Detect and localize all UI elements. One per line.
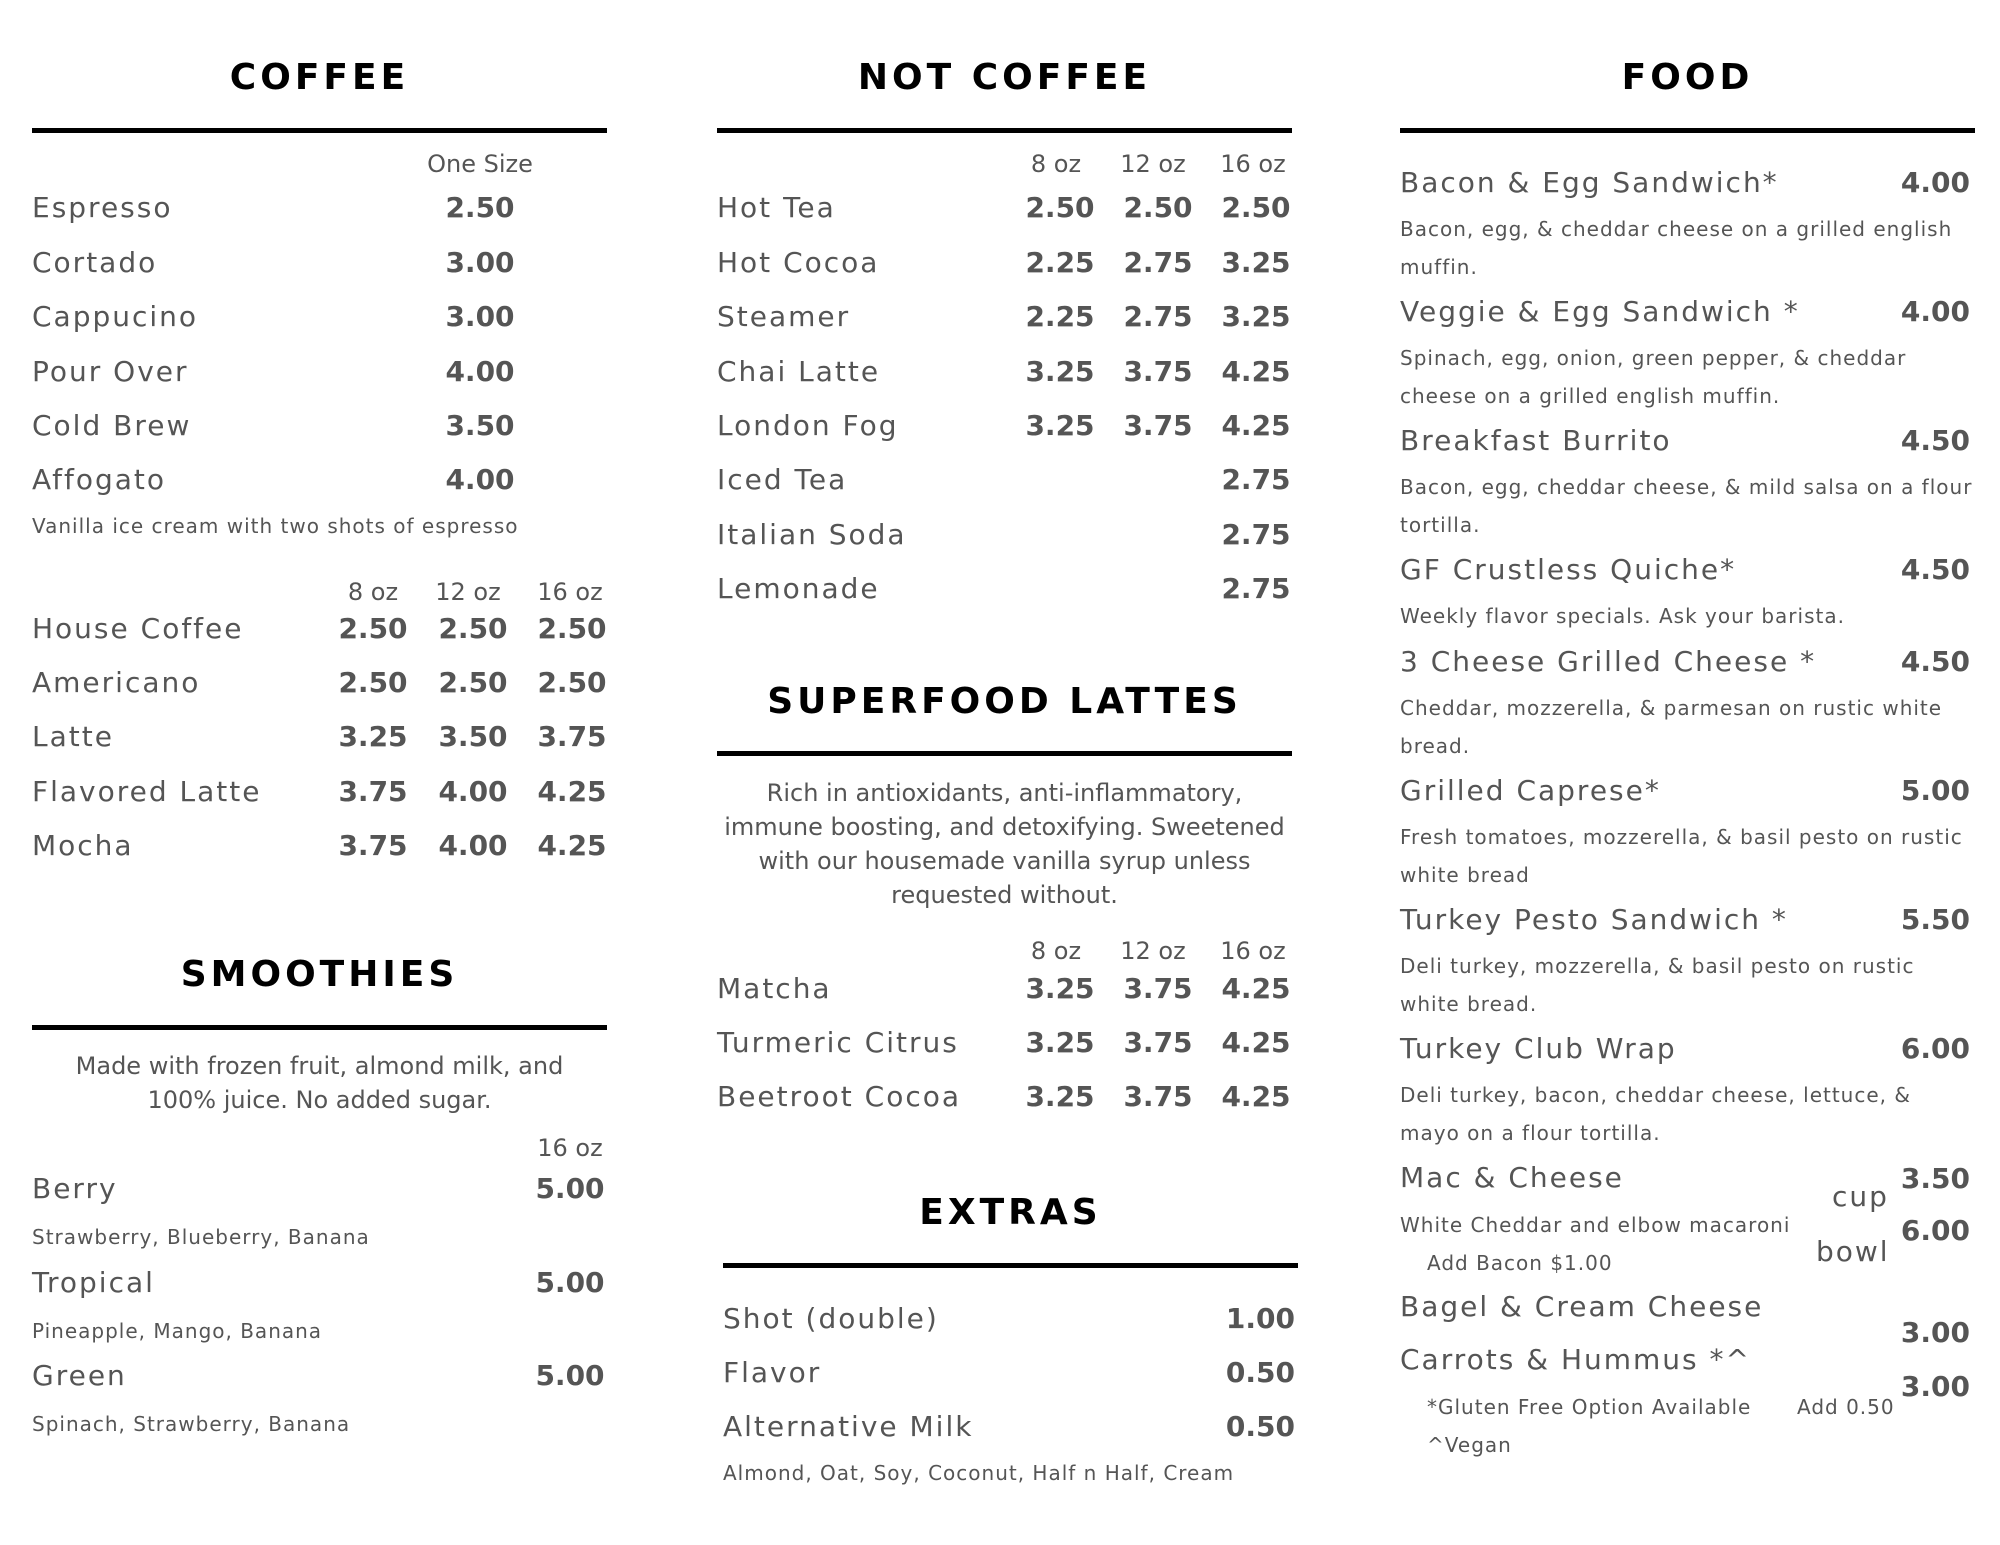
size-header: 8 oz (1030, 937, 1082, 965)
cup-label: cup (1832, 1180, 1889, 1213)
superfood-rule (717, 751, 1292, 756)
food-item-desc: Bacon, egg, cheddar cheese, & mild salsa on a flour tortilla. (1400, 475, 1973, 537)
extra-name: Alternative Milk (723, 1410, 974, 1443)
price-8oz: 3.25 (1025, 409, 1095, 442)
price-16oz: 2.50 (537, 612, 607, 645)
extra-price: 1.00 (1225, 1302, 1295, 1335)
price-12oz: 3.75 (1123, 355, 1193, 388)
food-item-price: 5.00 (1900, 774, 1970, 807)
price-8oz: 3.25 (1025, 972, 1095, 1005)
price-16oz: 4.25 (537, 775, 607, 808)
price-8oz: 3.75 (338, 829, 408, 862)
extra-name: Flavor (723, 1356, 822, 1389)
price-16oz: 4.25 (1221, 355, 1291, 388)
extras-rule (723, 1263, 1298, 1268)
price-12oz: 2.75 (1123, 246, 1193, 279)
bagel-price: 3.00 (1900, 1316, 1970, 1349)
coffee-sized-item-name: Latte (32, 720, 114, 753)
carrots-price: 3.00 (1900, 1370, 1970, 1403)
coffee-item-price: 2.50 (445, 191, 515, 224)
food-rule (1400, 128, 1975, 133)
price-16oz: 4.25 (1221, 409, 1291, 442)
coffee-item-price: 3.50 (445, 409, 515, 442)
coffee-item-price: 3.00 (445, 300, 515, 333)
price-16oz: 4.25 (537, 829, 607, 862)
coffee-item-name: Cortado (32, 246, 158, 279)
not-coffee-rule (717, 128, 1292, 133)
not-coffee-item-name: Steamer (717, 300, 851, 333)
not-coffee-item-name: Lemonade (717, 572, 880, 605)
price-16oz: 2.50 (1221, 191, 1291, 224)
price-12oz: 3.75 (1123, 1080, 1193, 1113)
size-header: 16 oz (537, 578, 603, 606)
food-item-desc: Spinach, egg, onion, green pepper, & cheddar cheese on a grilled english muffin. (1400, 346, 1907, 408)
smoothies-rule (32, 1025, 607, 1030)
price-12oz: 2.50 (1123, 191, 1193, 224)
price-16oz: 2.50 (537, 666, 607, 699)
price-12oz: 3.75 (1123, 972, 1193, 1005)
not-coffee-heading: NOT COFFEE (857, 57, 1152, 98)
vegan-note: ^Vegan (1427, 1433, 1512, 1457)
food-item-desc: Deli turkey, mozzerella, & basil pesto on rustic white bread. (1400, 954, 1915, 1016)
price-8oz: 3.75 (338, 775, 408, 808)
mac-cheese-desc: White Cheddar and elbow macaroni (1400, 1213, 1791, 1237)
smoothie-desc: Spinach, Strawberry, Banana (32, 1412, 351, 1436)
price-8oz: 3.25 (1025, 355, 1095, 388)
not-coffee-item-name: Italian Soda (717, 518, 907, 551)
price-8oz: 3.25 (338, 720, 408, 753)
coffee-item-name: Cappucino (32, 300, 199, 333)
cup-price: 3.50 (1900, 1162, 1970, 1195)
size-header: 16 oz (1220, 150, 1286, 178)
coffee-sized-item-name: Mocha (32, 829, 134, 862)
superfood-heading: SUPERFOOD LATTES (767, 681, 1242, 722)
food-item-desc: Fresh tomatoes, mozzerella, & basil pesto on rustic white bread (1400, 825, 1963, 887)
size-header: 8 oz (347, 578, 399, 606)
size-header: 12 oz (1120, 937, 1186, 965)
not-coffee-item-name: Chai Latte (717, 355, 881, 388)
gluten-free-note: *Gluten Free Option Available (1427, 1395, 1752, 1419)
price-8oz: 2.50 (338, 666, 408, 699)
not-coffee-item-name: London Fog (717, 409, 899, 442)
superfood-intro: Rich in antioxidants, anti-inflammatory, immune boosting, and detoxifying. Sweetened with our housemade vanilla syrup unless requested without. (724, 779, 1285, 909)
smoothies-heading: SMOOTHIES (180, 954, 459, 995)
extras-heading: EXTRAS (919, 1192, 1102, 1233)
price-12oz: 4.00 (438, 775, 508, 808)
size-header: 16 oz (537, 1134, 603, 1162)
food-item-price: 5.50 (1900, 903, 1970, 936)
coffee-item-name: Pour Over (32, 355, 189, 388)
coffee-item-name: Cold Brew (32, 409, 192, 442)
one-size-header: One Size (427, 150, 533, 178)
food-item-name: Grilled Caprese* (1400, 774, 1661, 807)
smoothies-intro: Made with frozen fruit, almond milk, and 100% juice. No added sugar. (75, 1052, 564, 1114)
coffee-item-price: 3.00 (445, 246, 515, 279)
price-16oz: 2.75 (1221, 518, 1291, 551)
extra-price: 0.50 (1225, 1356, 1295, 1389)
gluten-free-add-price: Add 0.50 (1797, 1395, 1895, 1419)
price-16oz: 2.75 (1221, 463, 1291, 496)
price-12oz: 2.75 (1123, 300, 1193, 333)
food-item-price: 6.00 (1900, 1032, 1970, 1065)
food-item-desc: Bacon, egg, & cheddar cheese on a grilled english muffin. (1400, 217, 1953, 279)
food-item-desc: Deli turkey, bacon, cheddar cheese, lettuce, & mayo on a flour tortilla. (1400, 1083, 1911, 1145)
price-12oz: 2.50 (438, 612, 508, 645)
coffee-rule (32, 128, 607, 133)
coffee-sized-item-name: Americano (32, 666, 201, 699)
mac-cheese-name: Mac & Cheese (1400, 1161, 1624, 1194)
superfood-item-name: Beetroot Cocoa (717, 1080, 962, 1113)
food-item-price: 4.50 (1900, 645, 1970, 678)
smoothie-desc: Strawberry, Blueberry, Banana (32, 1225, 370, 1249)
affogato-note: Vanilla ice cream with two shots of espresso (32, 514, 519, 538)
food-item-price: 4.00 (1900, 166, 1970, 199)
coffee-item-price: 4.00 (445, 355, 515, 388)
price-8oz: 3.25 (1025, 1080, 1095, 1113)
smoothie-name: Berry (32, 1172, 118, 1205)
extra-name: Shot (double) (723, 1302, 939, 1335)
size-header: 12 oz (435, 578, 501, 606)
smoothie-price: 5.00 (535, 1172, 605, 1205)
coffee-heading: COFFEE (229, 57, 410, 98)
price-12oz: 2.50 (438, 666, 508, 699)
price-16oz: 4.25 (1221, 1080, 1291, 1113)
food-item-price: 4.50 (1900, 424, 1970, 457)
price-8oz: 3.25 (1025, 1026, 1095, 1059)
coffee-item-name: Espresso (32, 191, 173, 224)
size-header: 8 oz (1030, 150, 1082, 178)
smoothie-price: 5.00 (535, 1359, 605, 1392)
price-16oz: 3.25 (1221, 300, 1291, 333)
size-header: 16 oz (1220, 937, 1286, 965)
coffee-item-name: Affogato (32, 463, 167, 496)
food-heading: FOOD (1621, 57, 1754, 98)
superfood-item-name: Turmeric Citrus (717, 1026, 959, 1059)
food-item-name: Veggie & Egg Sandwich * (1400, 295, 1800, 328)
bagel-name: Bagel & Cream Cheese (1400, 1290, 1764, 1323)
price-16oz: 3.75 (537, 720, 607, 753)
price-8oz: 2.25 (1025, 300, 1095, 333)
smoothie-name: Green (32, 1359, 127, 1392)
coffee-sized-item-name: House Coffee (32, 612, 244, 645)
price-12oz: 3.75 (1123, 1026, 1193, 1059)
carrots-name: Carrots & Hummus *^ (1400, 1343, 1752, 1376)
price-8oz: 2.50 (338, 612, 408, 645)
price-8oz: 2.25 (1025, 246, 1095, 279)
bowl-label: bowl (1816, 1235, 1890, 1268)
mac-cheese-add-bacon: Add Bacon $1.00 (1427, 1251, 1613, 1275)
food-item-desc: Cheddar, mozzerella, & parmesan on rustic white bread. (1400, 696, 1943, 758)
food-item-name: GF Crustless Quiche* (1400, 553, 1737, 586)
price-16oz: 2.75 (1221, 572, 1291, 605)
price-16oz: 3.25 (1221, 246, 1291, 279)
food-item-name: Breakfast Burrito (1400, 424, 1672, 457)
not-coffee-item-name: Hot Tea (717, 191, 836, 224)
food-item-name: Bacon & Egg Sandwich* (1400, 166, 1779, 199)
not-coffee-item-name: Hot Cocoa (717, 246, 880, 279)
food-item-name: 3 Cheese Grilled Cheese * (1400, 645, 1817, 678)
coffee-sized-item-name: Flavored Latte (32, 775, 262, 808)
food-item-name: Turkey Pesto Sandwich * (1400, 903, 1788, 936)
price-12oz: 3.50 (438, 720, 508, 753)
smoothie-price: 5.00 (535, 1266, 605, 1299)
price-8oz: 2.50 (1025, 191, 1095, 224)
price-16oz: 4.25 (1221, 1026, 1291, 1059)
coffee-item-price: 4.00 (445, 463, 515, 496)
price-16oz: 4.25 (1221, 972, 1291, 1005)
extra-price: 0.50 (1225, 1410, 1295, 1443)
smoothie-desc: Pineapple, Mango, Banana (32, 1319, 323, 1343)
price-12oz: 4.00 (438, 829, 508, 862)
size-header: 12 oz (1120, 150, 1186, 178)
food-item-desc: Weekly flavor specials. Ask your barista. (1400, 604, 1845, 628)
milk-note: Almond, Oat, Soy, Coconut, Half n Half, Cream (723, 1461, 1235, 1485)
bowl-price: 6.00 (1900, 1214, 1970, 1247)
food-item-name: Turkey Club Wrap (1400, 1032, 1677, 1065)
not-coffee-item-name: Iced Tea (717, 463, 848, 496)
food-item-price: 4.00 (1900, 295, 1970, 328)
superfood-item-name: Matcha (717, 972, 832, 1005)
price-12oz: 3.75 (1123, 409, 1193, 442)
food-item-price: 4.50 (1900, 553, 1970, 586)
smoothie-name: Tropical (32, 1266, 155, 1299)
